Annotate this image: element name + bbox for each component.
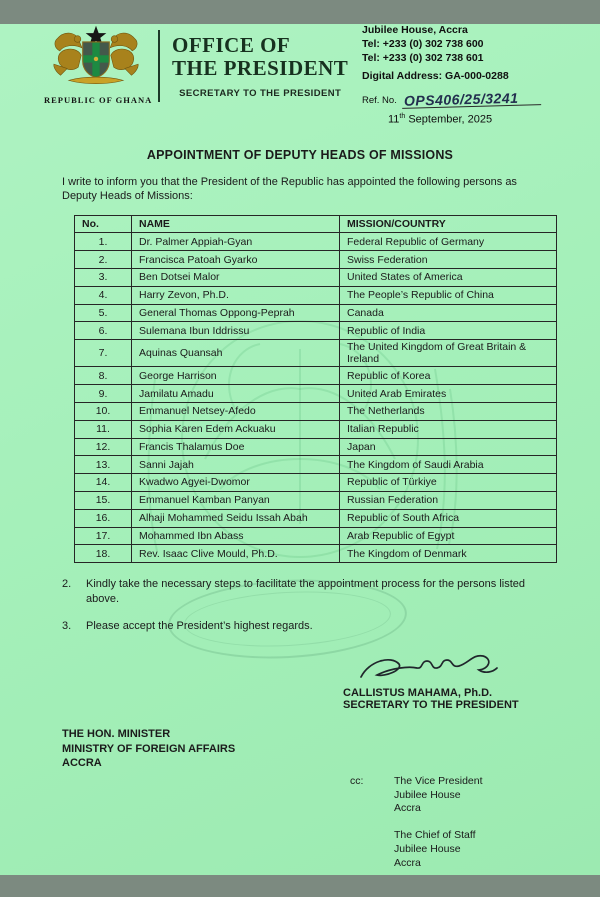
header-mission: MISSION/COUNTRY: [340, 215, 557, 233]
office-title-line1: OFFICE OF: [172, 33, 291, 57]
cell-no: 4.: [75, 286, 132, 304]
table-header-row: [75, 215, 557, 233]
table-row: [75, 367, 557, 385]
cc-recipient-2: [394, 829, 483, 871]
table-row: [75, 385, 557, 403]
table-row: [75, 322, 557, 340]
cell-mission: Russian Federation: [340, 491, 557, 509]
ghana-coat-of-arms: [44, 24, 153, 105]
cc1-line1: The Vice President: [394, 774, 483, 787]
signatory-name: CALLISTUS MAHAMA, Ph.D.: [343, 686, 493, 699]
header-divider: [158, 30, 160, 102]
table-row: [75, 491, 557, 509]
office-title: [172, 34, 348, 79]
signature-block: [0, 647, 600, 711]
cell-name: Sophia Karen Edem Ackuaku: [132, 420, 340, 438]
table-row: [75, 251, 557, 269]
cell-name: Francisca Patoah Gyarko: [132, 251, 340, 269]
address-line: Jubilee House, Accra: [362, 24, 468, 36]
cell-mission: The Netherlands: [340, 402, 557, 420]
cell-name: Mohammed Ibn Abass: [132, 527, 340, 545]
digital-address-line: Digital Address: GA-000-0288: [362, 69, 509, 82]
cc2-line2: Jubilee House: [394, 843, 461, 856]
cell-name: Emmanuel Netsey-Afedo: [132, 402, 340, 420]
cell-no: 6.: [75, 322, 132, 340]
table-row: [75, 269, 557, 287]
date-ordinal: th: [399, 113, 406, 121]
item-3-text: Please accept the President’s highest regards.: [86, 620, 313, 633]
cell-name: Alhaji Mohammed Seidu Issah Abah: [132, 509, 340, 527]
coat-of-arms-icon: [48, 24, 144, 88]
footer: [62, 727, 600, 897]
cell-mission: United Arab Emirates: [340, 385, 557, 403]
table-row: [75, 438, 557, 456]
signatory-title: SECRETARY TO THE PRESIDENT: [343, 698, 519, 711]
cell-no: 8.: [75, 367, 132, 385]
cell-mission: Japan: [340, 438, 557, 456]
header-name: NAME: [132, 215, 340, 233]
cell-no: 9.: [75, 385, 132, 403]
cell-name: Rev. Isaac Clive Mould, Ph.D.: [132, 545, 340, 563]
cell-no: 1.: [75, 233, 132, 251]
cell-no: 7.: [75, 340, 132, 367]
table-row: [75, 545, 557, 563]
cell-mission: The Kingdom of Denmark: [340, 545, 557, 563]
addressee-line2: MINISTRY OF FOREIGN AFFAIRS: [62, 742, 236, 755]
cell-mission: Arab Republic of Egypt: [340, 527, 557, 545]
cell-no: 18.: [75, 545, 132, 563]
item-2: [62, 577, 548, 606]
cc2-line3: Accra: [394, 856, 421, 869]
cell-name: Harry Zevon, Ph.D.: [132, 286, 340, 304]
cell-no: 11.: [75, 420, 132, 438]
table-row: [75, 304, 557, 322]
table-row: [75, 233, 557, 251]
letter-page: [0, 24, 600, 875]
ref-line: [362, 90, 570, 110]
cell-no: 13.: [75, 456, 132, 474]
addressee-line1: THE HON. MINISTER: [62, 727, 171, 740]
date-line: [362, 112, 570, 127]
cell-name: Dr. Palmer Appiah-Gyan: [132, 233, 340, 251]
cell-mission: Republic of Korea: [340, 367, 557, 385]
header-no: No.: [75, 215, 132, 233]
cell-mission: Federal Republic of Germany: [340, 233, 557, 251]
intro-paragraph: I write to inform you that the President of the Republic has appointed the following persons as Deputy Heads of Missions:: [62, 175, 517, 203]
ref-label: Ref. No.: [362, 94, 397, 106]
cc1-line2: Jubilee House: [394, 788, 461, 801]
item-2-text: Kindly take the necessary steps to facilitate the appointment process for the persons listed above.: [86, 578, 526, 605]
tel-line-1: Tel: +233 (0) 302 738 600: [362, 37, 484, 50]
cell-name: Kwadwo Agyei-Dwomor: [132, 474, 340, 492]
handwritten-signature-icon: [355, 647, 505, 687]
letterhead: [44, 24, 570, 128]
table-row: [75, 474, 557, 492]
table-row: [75, 527, 557, 545]
cell-mission: Republic of Türkiye: [340, 474, 557, 492]
office-title-block: [172, 34, 348, 99]
tel-line-2: Tel: +233 (0) 302 738 601: [362, 51, 484, 64]
ref-number-handwritten: OPS406/25/3241: [402, 91, 541, 110]
cell-no: 17.: [75, 527, 132, 545]
cc-label: cc:: [350, 774, 364, 787]
cc-recipient-1: [350, 775, 483, 817]
numbered-items: [62, 577, 548, 634]
cell-mission: United States of America: [340, 269, 557, 287]
cell-no: 3.: [75, 269, 132, 287]
cell-mission: The Kingdom of Saudi Arabia: [340, 456, 557, 474]
table-row: [75, 509, 557, 527]
cell-no: 5.: [75, 304, 132, 322]
contact-block: [362, 24, 570, 128]
missions-table-body: [75, 233, 557, 563]
cell-name: Sanni Jajah: [132, 456, 340, 474]
date-rest: September, 2025: [405, 114, 493, 127]
addressee-block: [62, 727, 600, 772]
item-3-number: 3.: [62, 620, 72, 633]
cell-name: Sulemana Ibun Iddrissu: [132, 322, 340, 340]
cell-mission: Canada: [340, 304, 557, 322]
table-row: [75, 456, 557, 474]
cell-mission: The People’s Republic of China: [340, 286, 557, 304]
item-2-number: 2.: [62, 578, 72, 591]
cell-name: General Thomas Oppong-Peprah: [132, 304, 340, 322]
addressee-line3: ACCRA: [62, 757, 102, 770]
cell-no: 10.: [75, 402, 132, 420]
date-day: 11: [388, 114, 400, 127]
cell-mission: Republic of India: [340, 322, 557, 340]
cell-name: Aquinas Quansah: [132, 340, 340, 367]
cell-no: 12.: [75, 438, 132, 456]
cc-block: [350, 775, 483, 871]
table-row: [75, 420, 557, 438]
cell-no: 16.: [75, 509, 132, 527]
office-title-line2: THE PRESIDENT: [172, 55, 349, 80]
emblem-caption: REPUBLIC OF GHANA: [44, 95, 153, 105]
missions-table: [74, 215, 557, 563]
cell-mission: Italian Republic: [340, 420, 557, 438]
cc2-line1: The Chief of Staff: [394, 829, 476, 842]
cell-name: Jamilatu Amadu: [132, 385, 340, 403]
table-row: [75, 340, 557, 367]
item-3: [62, 619, 548, 634]
table-row: [75, 402, 557, 420]
cell-mission: Swiss Federation: [340, 251, 557, 269]
table-row: [75, 286, 557, 304]
document-title: APPOINTMENT OF DEPUTY HEADS OF MISSIONS: [146, 147, 454, 162]
cell-mission: The United Kingdom of Great Britain & Ireland: [340, 340, 557, 367]
cell-mission: Republic of South Africa: [340, 509, 557, 527]
cell-name: Francis Thalamus Doe: [132, 438, 340, 456]
cc1-line3: Accra: [394, 802, 421, 815]
cell-name: Emmanuel Kamban Panyan: [132, 491, 340, 509]
cell-no: 15.: [75, 491, 132, 509]
cell-no: 14.: [75, 474, 132, 492]
office-subtitle: SECRETARY TO THE PRESIDENT: [179, 88, 342, 100]
cell-name: Ben Dotsei Malor: [132, 269, 340, 287]
cell-name: George Harrison: [132, 367, 340, 385]
cell-no: 2.: [75, 251, 132, 269]
